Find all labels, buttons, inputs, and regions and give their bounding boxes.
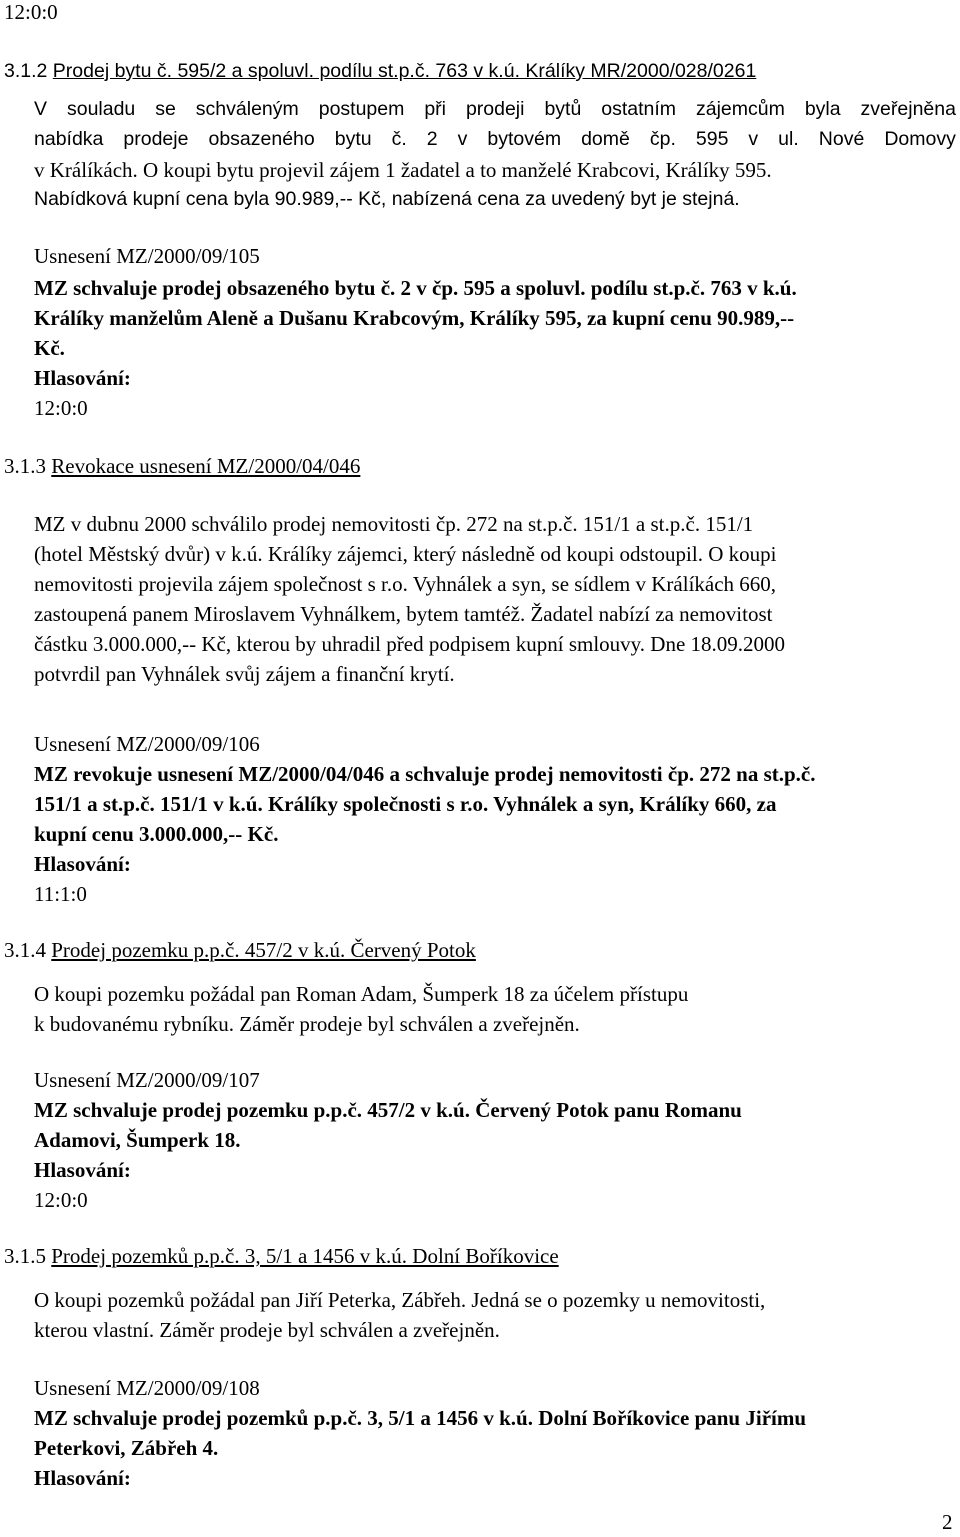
paragraph-line: MZ v dubnu 2000 schválilo prodej nemovitosti čp. 272 na st.p.č. 151/1 a st.p.č. 151/1 <box>34 512 754 536</box>
resolution-text-line: Peterkovi, Zábřeh 4. <box>34 1436 219 1460</box>
paragraph-line: (hotel Městský dvůr) v k.ú. Králíky zájemci, který následně od koupi odstoupil. O koupi <box>34 542 777 566</box>
paragraph-line: O koupi pozemku požádal pan Roman Adam, Šumperk 18 za účelem přístupu <box>34 982 689 1006</box>
paragraph-line: v Králíkách. O koupi bytu projevil zájem 1 žadatel a to manželé Krabcovi, Králíky 595. <box>34 158 772 182</box>
resolution-text-line: MZ schvaluje prodej obsazeného bytu č. 2 v čp. 595 a spoluvl. podílu st.p.č. 763 v k.ú. <box>34 276 797 300</box>
paragraph-line: kterou vlastní. Záměr prodeje byl schválen a zveřejněn. <box>34 1318 500 1342</box>
section-number: 3.1.4 <box>4 938 46 962</box>
paragraph-line: zastoupená panem Miroslavem Vyhnálkem, bytem tamtéž. Žadatel nabízí za nemovitost <box>34 602 773 626</box>
section-heading-3-1-2 <box>4 60 756 83</box>
section-heading-3-1-3 <box>4 454 360 479</box>
vote-label: Hlasování: <box>34 1158 131 1182</box>
section-title: Revokace usnesení MZ/2000/04/046 <box>51 454 361 478</box>
resolution-title: Usnesení MZ/2000/09/105 <box>34 244 260 268</box>
vote-result: 12:0:0 <box>34 396 88 420</box>
section-number: 3.1.5 <box>4 1244 46 1268</box>
section-heading-3-1-5 <box>4 1244 559 1269</box>
paragraph-line: V souladu se schváleným postupem při prodeji bytů ostatním zájemcům byla zveřejněna <box>34 98 956 120</box>
paragraph-line: Nabídková kupní cena byla 90.989,-- Kč, nabízená cena za uvedený byt je stejná. <box>34 188 740 210</box>
vote-result: 11:1:0 <box>34 882 87 906</box>
paragraph-line: O koupi pozemků požádal pan Jiří Peterka, Zábřeh. Jedná se o pozemky u nemovitosti, <box>34 1288 766 1312</box>
resolution-text-line: Kč. <box>34 336 65 360</box>
resolution-text-line: kupní cenu 3.000.000,-- Kč. <box>34 822 279 846</box>
paragraph-line: k budovanému rybníku. Záměr prodeje byl schválen a zveřejněn. <box>34 1012 580 1036</box>
resolution-text-line: MZ schvaluje prodej pozemků p.p.č. 3, 5/1 a 1456 v k.ú. Dolní Boříkovice panu Jiřímu <box>34 1406 807 1430</box>
resolution-title: Usnesení MZ/2000/09/108 <box>34 1376 260 1400</box>
resolution-text-line: MZ schvaluje prodej pozemku p.p.č. 457/2 v k.ú. Červený Potok panu Romanu <box>34 1098 742 1122</box>
section-number: 3.1.3 <box>4 454 46 478</box>
previous-vote-result: 12:0:0 <box>4 0 58 24</box>
resolution-text-line: MZ revokuje usnesení MZ/2000/04/046 a schvaluje prodej nemovitosti čp. 272 na st.p.č. <box>34 762 816 786</box>
paragraph-line: částku 3.000.000,-- Kč, kterou by uhradil před podpisem kupní smlouvy. Dne 18.09.2000 <box>34 632 786 656</box>
vote-label: Hlasování: <box>34 852 131 876</box>
resolution-text-line: Adamovi, Šumperk 18. <box>34 1128 241 1152</box>
resolution-title: Usnesení MZ/2000/09/106 <box>34 732 260 756</box>
paragraph-line: potvrdil pan Vyhnálek svůj zájem a finanční krytí. <box>34 662 455 686</box>
section-heading-3-1-4 <box>4 938 476 963</box>
resolution-title: Usnesení MZ/2000/09/107 <box>34 1068 260 1092</box>
paragraph-line: nemovitosti projevila zájem společnost s r.o. Vyhnálek a syn, se sídlem v Králíkách 660, <box>34 572 777 596</box>
section-title: Prodej pozemku p.p.č. 457/2 v k.ú. Červený Potok <box>51 938 476 962</box>
section-number: 3.1.2 <box>4 60 48 82</box>
resolution-text-line: Králíky manželům Aleně a Dušanu Krabcovým, Králíky 595, za kupní cenu 90.989,-- <box>34 306 795 330</box>
section-title: Prodej pozemků p.p.č. 3, 5/1 a 1456 v k.ú. Dolní Boříkovice <box>51 1244 559 1268</box>
vote-label: Hlasování: <box>34 1466 131 1490</box>
vote-result: 12:0:0 <box>34 1188 88 1212</box>
resolution-text-line: 151/1 a st.p.č. 151/1 v k.ú. Králíky společnosti s r.o. Vyhnálek a syn, Králíky 660, za <box>34 792 777 816</box>
page-number: 2 <box>942 1510 953 1534</box>
vote-label: Hlasování: <box>34 366 131 390</box>
section-title: Prodej bytu č. 595/2 a spoluvl. podílu st.p.č. 763 v k.ú. Králíky MR/2000/028/0261 <box>52 60 757 82</box>
paragraph-line: nabídka prodeje obsazeného bytu č. 2 v bytovém domě čp. 595 v ul. Nové Domovy <box>34 128 956 150</box>
